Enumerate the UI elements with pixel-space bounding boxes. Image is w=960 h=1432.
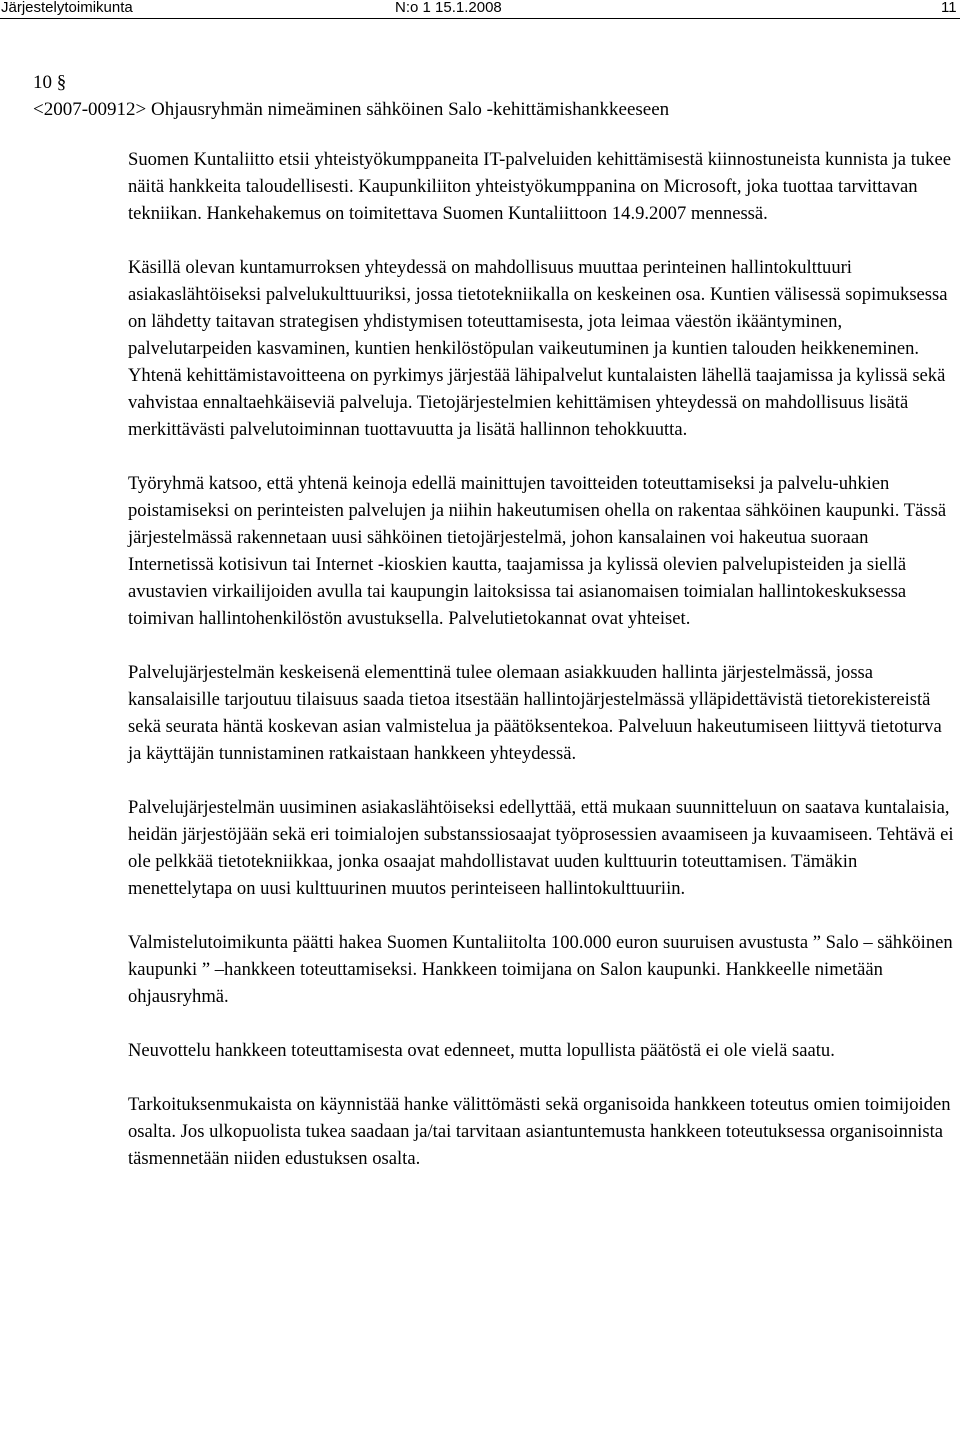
paragraph: Tarkoituksenmukaista on käynnistää hanke välittömästi sekä organisoida hankkeen toteutus omien toimijoiden osalta. Jos ulkopuolista tukea saadaan ja/tai tarvitaan asiantuntemusta hankkeen toteutuksessa organisoinnista täsmennetään niiden edustuksen osalta. [128,1094,951,1169]
paragraph: Neuvottelu hankkeen toteuttamisesta ovat edenneet, mutta lopullista päätöstä ei ole vielä saatu. [128,1040,835,1061]
header-meeting-number: N:o 1 15.1.2008 [395,0,502,16]
paragraph: Työryhmä katsoo, että yhtenä keinoja edellä mainittujen tavoitteiden toteuttamiseksi ja palvelu-uhkien poistamiseksi on perinteisten palvelujen ja niihin hakeutumisen ohella on rakentaa sähköinen kaupunki. Tässä järjestelmässä rakennetaan uusi sähköinen tietojärjestelmä, johon kansalainen voi hakeutua suoraan Internetissä kotisivun tai Internet -kioskien kautta, taajamissa ja kylissä olevien palvelupisteiden ja siellä avustavien virkailijoiden avulla tai kaupungin laitoksissa tai asianomaisen toimialan hallintokeskuksessa toimivan hallintohenkilöstön avustuksella. Palvelutietokannat ovat yhteiset. [128,473,947,629]
header-divider [0,18,960,19]
section-number: 10 § [33,72,67,93]
section-title: <2007-00912> Ohjausryhmän nimeäminen sähköinen Salo -kehittämishankkeeseen [33,99,670,120]
body-text [128,146,958,1172]
header-page-number: 11 [941,0,957,16]
paragraph: Käsillä olevan kuntamurroksen yhteydessä on mahdollisuus muuttaa perinteinen hallintokulttuuri asiakaslähtöiseksi palvelukulttuuriksi, jossa tietotekniikalla on keskeinen osa. Kuntien välisessä sopimuksessa on lähdetty taitavan strategisen yhdistymisen toteuttamisesta, jota leimaa väestön ikääntyminen, palvelutarpeiden kasvaminen, kuntien henkilöstöpulan vaikeutuminen ja kuntien talouden heikkeneminen. Yhtenä kehittämistavoitteena on pyrkimys järjestää lähipalvelut kuntalaisten lähellä taajamissa ja kylissä sekä vahvistaa ennaltaehkäiseviä palveluja. Tietojärjestelmien kehittämisen yhteydessä on mahdollisuus lisätä merkittävästi palvelutoiminnan tuottavuutta ja lisätä hallinnon tehokkuutta. [128,257,948,440]
paragraph: Suomen Kuntaliitto etsii yhteistyökumppaneita IT-palveluiden kehittämisestä kiinnostuneista kunnista ja tukee näitä hankkeita taloudellisesti. Kaupunkiliiton yhteistyökumppanina on Microsoft, joka tuottaa tarvittavan tekniikan. Hankehakemus on toimitettava Suomen Kuntaliittoon 14.9.2007 mennessä. [128,149,951,224]
header-organization: Järjestelytoimikunta [1,0,133,16]
paragraph: Palvelujärjestelmän keskeisenä elementtinä tulee olemaan asiakkuuden hallinta järjestelmässä, jossa kansalaisille tarjoutuu tilaisuus saada tietoa itsestään hallintojärjestelmässä ylläpidettävistä tietorekistereistä sekä seurata häntä koskevan asian valmistelua ja päätöksentekoa. Palveluun hakeutumiseen liittyvä tietoturva ja käyttäjän tunnistaminen ratkaistaan hankkeen yhteydessä. [128,662,942,764]
page-header [0,0,960,16]
paragraph: Valmistelutoimikunta päätti hakea Suomen Kuntaliitolta 100.000 euron suuruisen avustusta ” Salo – sähköinen kaupunki ” –hankkeen toteuttamiseksi. Hankkeen toimijana on Salon kaupunki. Hankkeelle nimetään ohjausryhmä. [128,932,953,1007]
paragraph: Palvelujärjestelmän uusiminen asiakaslähtöiseksi edellyttää, että mukaan suunnitteluun on saatava kuntalaisia, heidän järjestöjään sekä eri toimialojen substanssiosaajat työprosessien avaamiseen ja kuvaamiseen. Tehtävä ei ole pelkkää tietotekniikkaa, jonka osaajat mahdollistavat uuden kulttuurin toteuttamisen. Tämäkin menettelytapa on uusi kulttuurinen muutos perinteiseen hallintokulttuuriin. [128,797,954,899]
